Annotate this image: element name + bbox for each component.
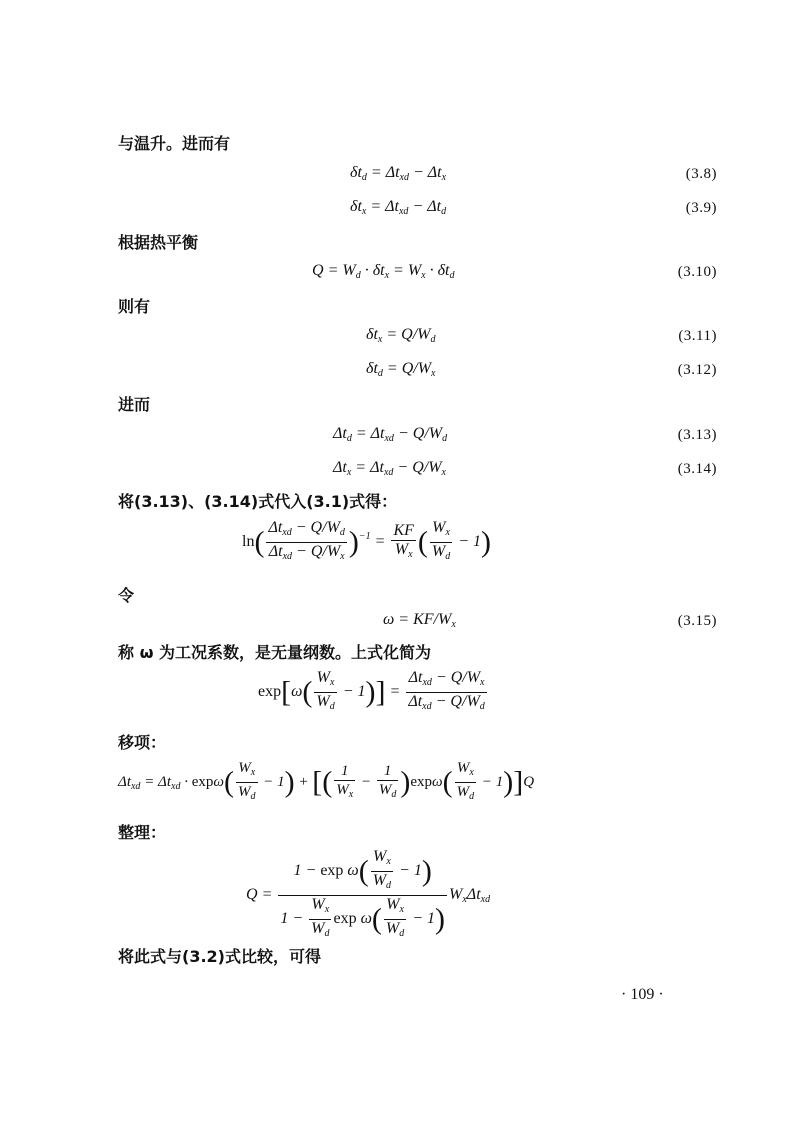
text-line-4: 进而 bbox=[118, 395, 151, 414]
text-line-8: 移项： bbox=[118, 733, 167, 752]
equation-3-9: $\delta t_x = \Delta t_{xd} - \Delta t_d$ bbox=[350, 198, 447, 217]
equation-number-3-13: (3.13) bbox=[677, 427, 717, 443]
text-line-6: 令 bbox=[118, 586, 135, 605]
equation-3-14: $\Delta t_x = \Delta t_{xd} - Q/W_x$ bbox=[333, 459, 446, 478]
text-line-7: 称 ω 为工况系数，是无量纲数。上式化简为 bbox=[118, 643, 432, 662]
equation-number-3-11: (3.11) bbox=[678, 328, 717, 344]
text-line-10: 将此式与(3.2)式比较，可得 bbox=[118, 947, 321, 966]
equation-rearranged: $\Delta t_{xd} = \Delta t_{xd} \cdot \exp\omega$( $\frac{W_x}{W_d}$ − 1) + [( $\frac{1}{W_x}$ − $\frac{1}{W_d}$ )expω( $\frac{W_x}{W_d}$ − 1)]Q bbox=[118, 760, 535, 802]
equation-ln: ln( $\frac{\Delta t_{xd} - Q/W_d}{\Delta t_{xd} - Q/W_x}$ )$^{-1}$ = $\frac{KF}{W_x}$ ( $\frac{W_x}{W_d}$ − 1) bbox=[242, 519, 492, 562]
equation-number-3-14: (3.14) bbox=[677, 461, 717, 477]
equation-3-13: $\Delta t_d = \Delta t_{xd} - Q/W_d$ bbox=[333, 425, 448, 444]
equation-number-3-10: (3.10) bbox=[677, 264, 717, 280]
equation-final-q: Q = 1 − exp ω( $\frac{W_x}{W_d}$ − 1) 1 − $\frac{W_x}{W_d}$ exp ω( $\frac{W_x}{W_d}$ − 1) $W_x\Delta t_{xd}$ bbox=[246, 848, 491, 939]
equation-exp: exp[ω( $\frac{W_x}{W_d}$ − 1)] = $\frac{\Delta t_{xd} - Q/W_x}{\Delta t_{xd} - Q/W_d}$ bbox=[258, 669, 485, 712]
equation-number-3-12: (3.12) bbox=[677, 362, 717, 378]
equation-number-3-15: (3.15) bbox=[677, 613, 717, 629]
page-number: · 109 · bbox=[621, 986, 664, 1003]
equation-number-3-8: (3.8) bbox=[685, 166, 717, 182]
text-line-3: 则有 bbox=[118, 297, 151, 316]
equation-3-12: $\delta t_d = Q/W_x$ bbox=[366, 360, 436, 379]
equation-3-11: $\delta t_x = Q/W_d$ bbox=[366, 326, 436, 345]
equation-3-10: $Q = W_d \cdot \delta t_x = W_x \cdot \delta t_d$ bbox=[312, 262, 455, 281]
text-line-1: 与温升。进而有 bbox=[118, 134, 231, 153]
equation-number-3-9: (3.9) bbox=[685, 200, 717, 216]
text-line-2: 根据热平衡 bbox=[118, 233, 199, 252]
equation-3-15: $\omega = KF/W_x$ bbox=[383, 611, 456, 630]
text-line-9: 整理： bbox=[118, 823, 167, 842]
equation-3-8: $\delta t_d = \Delta t_{xd} - \Delta t_x$ bbox=[350, 164, 447, 183]
text-line-5: 将(3.13)、(3.14)式代入(3.1)式得： bbox=[118, 492, 398, 511]
